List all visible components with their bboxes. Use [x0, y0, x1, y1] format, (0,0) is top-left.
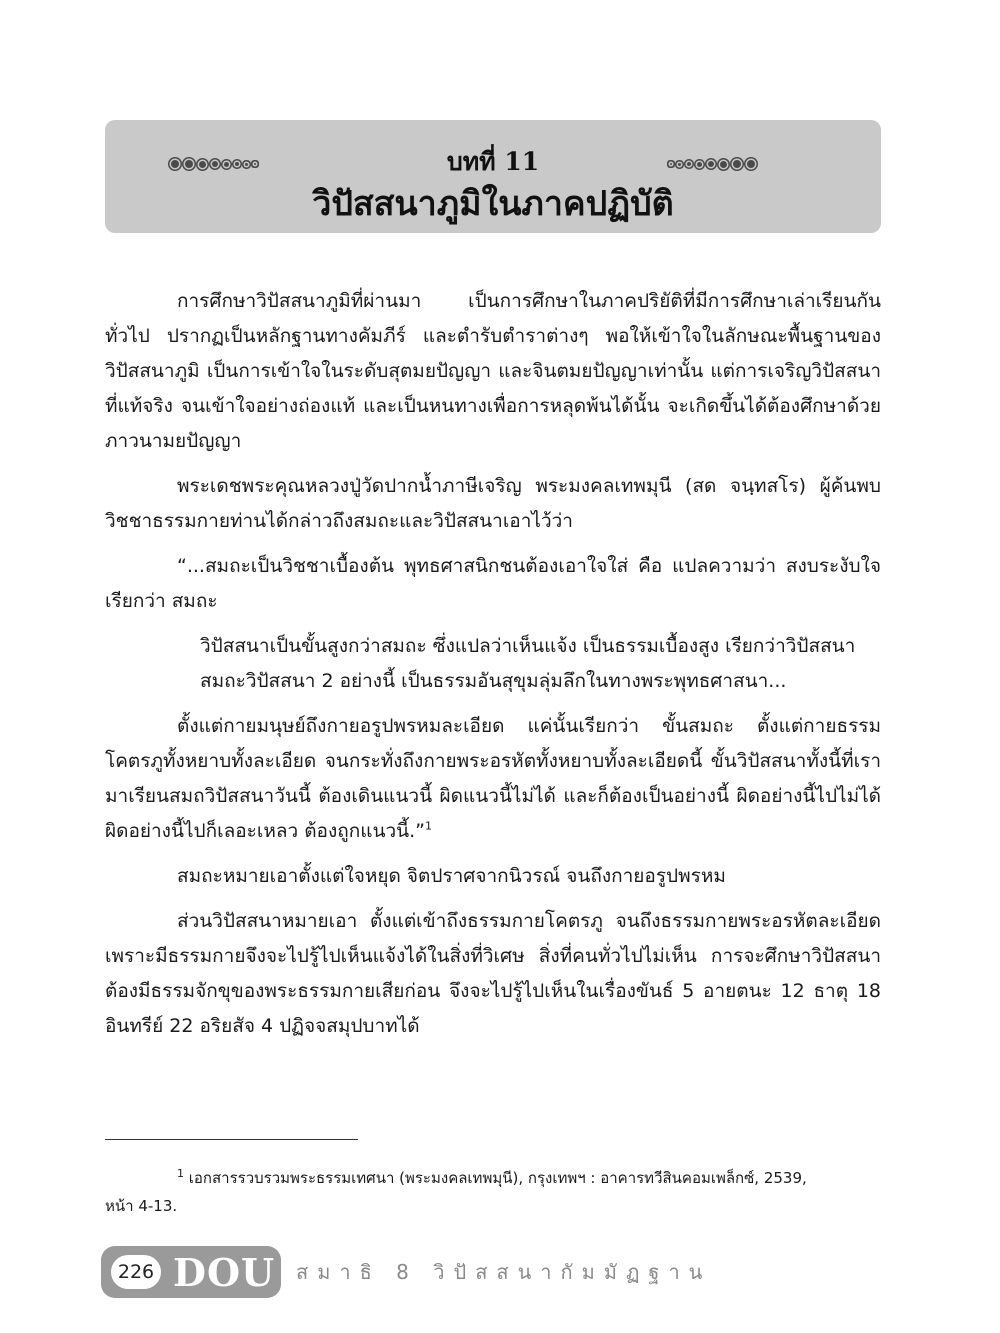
paragraph-teacher: พระเดชพระคุณหลวงปู่วัดปากน้ำภาษีเจริญ พระมงคลเทพมุนี (สด จนฺทสโร) ผู้ค้นพบวิชชาธรรมกายท่านได้กล่าวถึงสมถะและวิปัสสนาเอาไว้ว่า	[105, 475, 881, 532]
decorative-dots-right	[670, 160, 755, 168]
book-title: สมาธิ 8 วิปัสสนากัมมัฏฐาน	[296, 1260, 712, 1284]
footnote-line1	[105, 1164, 881, 1192]
quote-vipassana	[200, 629, 881, 699]
paragraph-samatha-definition: สมถะหมายเอาตั้งแต่ใจหยุด จิตปราศจากนิวรณ์ จนถึงกายอรูปพรหม	[177, 865, 726, 887]
footnote-text: เอกสารรวบรวมพระธรรมเทศนา (พระมงคลเทพมุนี), กรุงเทพฯ : อาคารทวีสินคอมเพล็กซ์, 2539,	[188, 1169, 807, 1187]
footnote	[105, 1164, 881, 1220]
chapter-header	[105, 120, 881, 233]
quote-stages	[105, 709, 881, 849]
chapter-title: วิปัสสนาภูมิในภาคปฏิบัติ	[312, 184, 674, 224]
footnote-reference[interactable]: 1	[425, 819, 433, 833]
body-text	[105, 284, 881, 1054]
quote-vipassana-line2: สมถะวิปัสสนา 2 อย่างนี้ เป็นธรรมอันสุขุมลุ่มลึกในทางพระพุทธศาสนา...	[200, 670, 787, 692]
quote-samatha: “...สมถะเป็นวิชชาเบื้องต้น พุทธศาสนิกชนต้องเอาใจใส่ คือ แปลความว่า สงบระงับใจ เรียกว่า สมถะ	[105, 555, 881, 612]
page-footer-badge	[101, 1246, 281, 1298]
quote-vipassana-line1: วิปัสสนาเป็นขั้นสูงกว่าสมถะ ซึ่งแปลว่าเห็นแจ้ง เป็นธรรมเบื้องสูง เรียกว่าวิปัสสนา	[200, 635, 856, 657]
quote-stages-text: ตั้งแต่กายมนุษย์ถึงกายอรูปพรหมละเอียด แค่นั้นเรียกว่า ขั้นสมถะ ตั้งแต่กายธรรมโคตรภูทั้งหยาบทั้งละเอียด จนกระทั่งถึงกายพระอรหัตทั้งหยาบทั้งละเอียดนี้ ขั้นวิปัสสนาทั้งนี้ที่เรามาเรียนสมถวิปัสสนาวันนี้ ต้องเดินแนวนี้ ผิดแนวนี้ไม่ได้ และก็ต้องเป็นอย่างนี้ ผิดอย่างนี้ไปไม่ได้ ผิดอย่างนี้ไปก็เลอะเหลว ต้องถูกแนวนี้.”	[105, 715, 881, 842]
paragraph-vipassana-definition: ส่วนวิปัสสนาหมายเอา ตั้งแต่เข้าถึงธรรมกายโคตรภู จนถึงธรรมกายพระอรหัตละเอียด เพราะมีธรรมกายจึงจะไปรู้ไปเห็นแจ้งได้ในสิ่งที่วิเศษ สิ่งที่คนทั่วไปไม่เห็น การจะศึกษาวิปัสสนาต้องมีธรรมจักขุของพระธรรมกายเสียก่อน จึงจะไปรู้ไปเห็นในเรื่องขันธ์ 5 อายตนะ 12 ธาตุ 18 อินทรีย์ 22 อริยสัจ 4 ปฏิจจสมุปบาทได้	[105, 910, 881, 1037]
footnote-mark: 1	[177, 1167, 184, 1180]
dou-logo: DOU	[173, 1249, 276, 1295]
paragraph-intro: การศึกษาวิปัสสนาภูมิที่ผ่านมา เป็นการศึกษาในภาคปริยัติที่มีการศึกษาเล่าเรียนกันทั่วไป ปรากฏเป็นหลักฐานทางคัมภีร์ และตำรับตำราต่างๆ พอให้เข้าใจในลักษณะพื้นฐานของวิปัสสนาภูมิ เป็นการเข้าใจในระดับสุตมยปัญญา และจินตมยปัญญาเท่านั้น แต่การเจริญวิปัสสนาที่แท้จริง จนเข้าใจอย่างถ่องแท้ และเป็นหนทางเพื่อการหลุดพ้นได้นั้น จะเกิดขึ้นได้ต้องศึกษาด้วยภาวนามยปัญญา	[105, 290, 881, 452]
footnote-divider	[105, 1139, 358, 1140]
chapter-number: บทที่ 11	[446, 147, 540, 176]
footnote-line2: หน้า 4-13.	[105, 1197, 178, 1215]
page-number: 226	[111, 1255, 161, 1289]
